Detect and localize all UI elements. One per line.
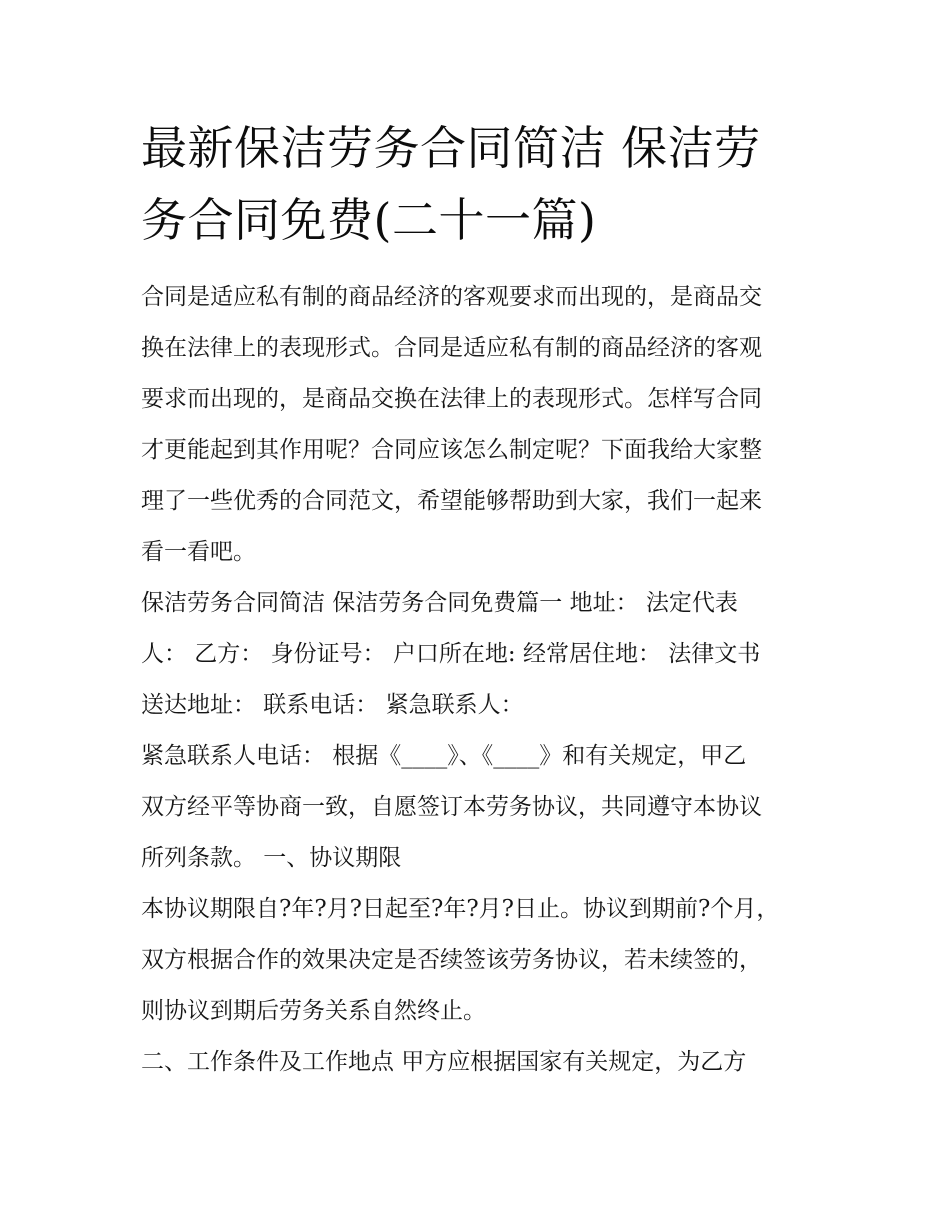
term-paragraph xyxy=(141,884,816,1037)
text-line: 换在法律上的表现形式。合同是适应私有制的商品经济的客观 xyxy=(141,335,762,361)
text-line: 二、工作条件及工作地点 甲方应根据国家有关规定，为乙方 xyxy=(141,1049,747,1075)
text-line: 才更能起到其作用呢？合同应该怎么制定呢？下面我给大家整 xyxy=(141,437,762,463)
text-line: 双方经平等协商一致，自愿签订本劳务协议，共同遵守本协议 xyxy=(141,794,762,820)
text-line: 则协议到期后劳务关系自然终止。 xyxy=(141,998,486,1024)
party-info-paragraph xyxy=(141,578,816,731)
intro-paragraph xyxy=(141,272,816,578)
document-title xyxy=(141,112,816,256)
work-conditions-paragraph xyxy=(141,1037,816,1088)
agreement-basis-paragraph xyxy=(141,731,816,884)
text-line: 双方根据合作的效果决定是否续签该劳务协议，若未续签的， xyxy=(141,947,762,973)
text-line: 保洁劳务合同简洁 保洁劳务合同免费篇一 地址： 法定代表 xyxy=(141,590,738,616)
text-line: 理了一些优秀的合同范文，希望能够帮助到大家，我们一起来 xyxy=(141,488,762,514)
title-line: 最新保洁劳务合同简洁 保洁劳 xyxy=(141,121,761,175)
text-line: 所列条款。 一、协议期限 xyxy=(141,845,402,871)
text-line: 本协议期限自?年?月?日起至?年?月?日止。协议到期前?个月， xyxy=(141,896,780,922)
title-line: 务合同免费(二十一篇) xyxy=(141,193,597,247)
text-line: 紧急联系人电话： 根据《____》、《____》和有关规定，甲乙 xyxy=(141,743,747,769)
text-line: 合同是适应私有制的商品经济的客观要求而出现的，是商品交 xyxy=(141,284,762,310)
text-line: 人： 乙方： 身份证号： 户口所在地: 经常居住地： 法律文书 xyxy=(141,641,761,667)
document-content xyxy=(141,112,816,1088)
text-line: 要求而出现的，是商品交换在法律上的表现形式。怎样写合同 xyxy=(141,386,762,412)
text-line: 送达地址： 联系电话： 紧急联系人： xyxy=(141,692,524,718)
text-line: 看一看吧。 xyxy=(141,539,256,565)
document-body xyxy=(141,272,816,1088)
